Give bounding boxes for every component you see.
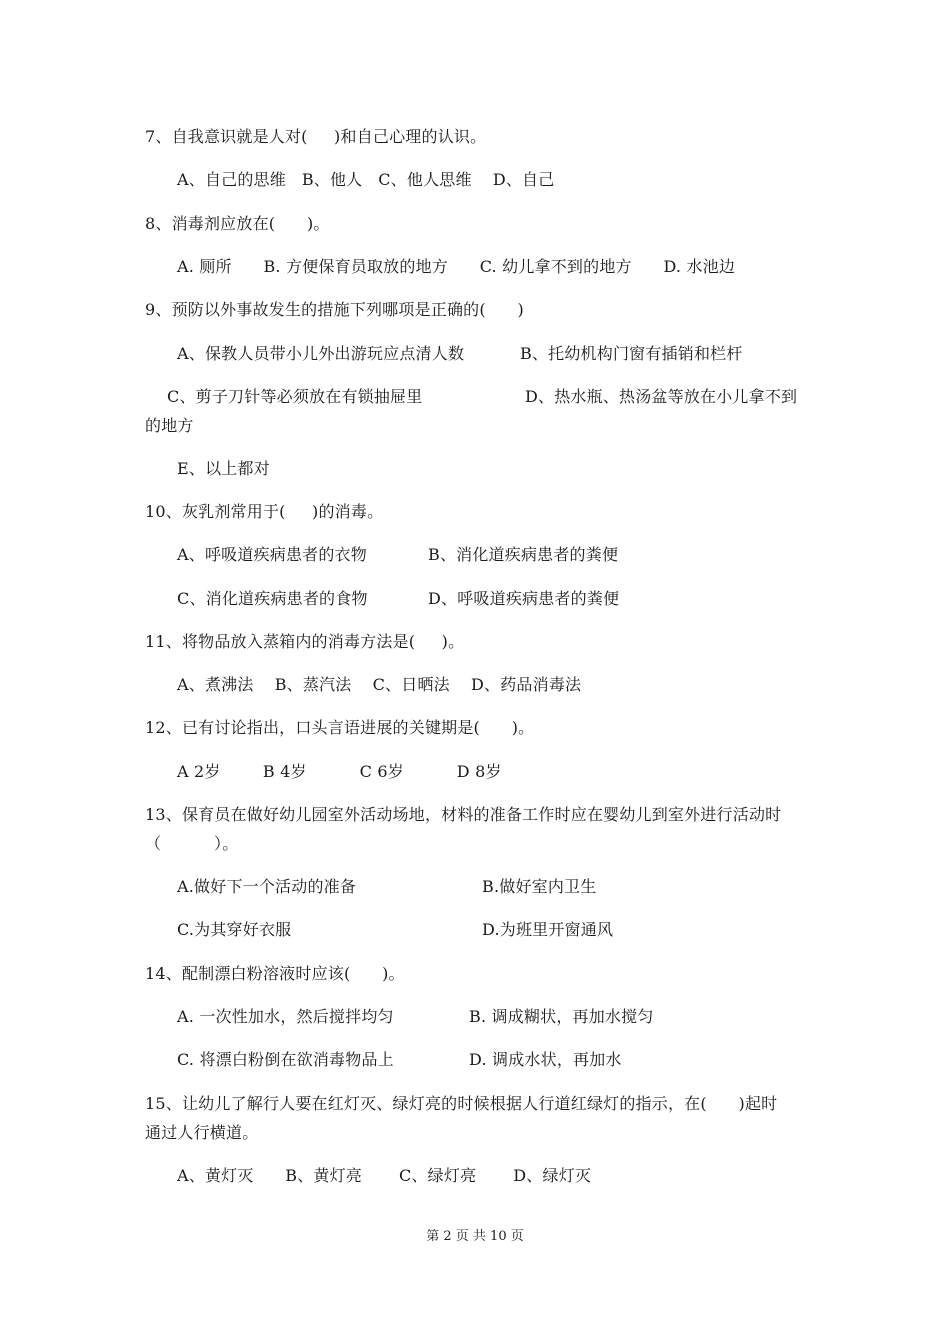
question-12-stem: 12、已有讨论指出，口头言语进展的关键期是( )。 <box>145 718 535 737</box>
question-8-options: A. 厕所 B. 方便保育员取放的地方 C. 幼儿拿不到的地方 D. 水池边 <box>177 257 736 276</box>
question-13-option-c: C.为其穿好衣服 <box>177 920 292 939</box>
question-9-option-c: C、剪子刀针等必须放在有锁抽屉里 <box>167 387 423 406</box>
question-15-stem-continued: 通过人行横道。 <box>145 1123 259 1142</box>
question-9-option-b: B、托幼机构门窗有插销和栏杆 <box>520 344 743 363</box>
question-7-options: A、自己的思维 B、他人 C、他人思维 D、自己 <box>177 170 555 189</box>
question-10-option-c: C、消化道疾病患者的食物 <box>177 589 368 608</box>
question-13-option-b: B.做好室内卫生 <box>482 877 597 896</box>
question-11-stem: 11、将物品放入蒸箱内的消毒方法是( )。 <box>145 632 465 651</box>
question-9-option-d: D、热水瓶、热汤盆等放在小儿拿不到 <box>525 387 798 406</box>
question-14-option-a: A. 一次性加水，然后搅拌均匀 <box>177 1007 394 1026</box>
question-13-option-a: A.做好下一个活动的准备 <box>177 877 357 896</box>
question-14-option-c: C. 将漂白粉倒在欲消毒物品上 <box>177 1050 394 1069</box>
question-10-option-a: A、呼吸道疾病患者的衣物 <box>177 545 367 564</box>
question-13-stem-continued: （ ）。 <box>145 834 239 853</box>
question-10-option-b: B、消化道疾病患者的粪便 <box>428 545 619 564</box>
question-13-option-d: D.为班里开窗通风 <box>482 920 614 939</box>
question-9-stem: 9、预防以外事故发生的措施下列哪项是正确的( ) <box>145 300 524 319</box>
question-8-stem: 8、消毒剂应放在( )。 <box>145 214 330 233</box>
question-9-option-d-continued: 的地方 <box>145 416 194 435</box>
question-14-stem: 14、配制漂白粉溶液时应该( )。 <box>145 964 405 983</box>
question-7-stem: 7、自我意识就是人对( )和自己心理的认识。 <box>145 127 487 146</box>
question-14-option-d: D. 调成水状，再加水 <box>469 1050 622 1069</box>
question-9-option-a: A、保教人员带小儿外出游玩应点清人数 <box>177 344 465 363</box>
question-14-option-b: B. 调成糊状，再加水搅匀 <box>469 1007 654 1026</box>
question-9-option-e: E、以上都对 <box>177 459 270 478</box>
question-10-stem: 10、灰乳剂常用于( )的消毒。 <box>145 502 384 521</box>
question-15-options: A、黄灯灭 B、黄灯亮 C、绿灯亮 D、绿灯灭 <box>177 1166 592 1185</box>
question-13-stem: 13、保育员在做好幼儿园室外活动场地，材料的准备工作时应在婴幼儿到室外进行活动时 <box>145 805 782 824</box>
question-11-options: A、煮沸法 B、蒸汽法 C、日晒法 D、药品消毒法 <box>177 675 582 694</box>
question-15-stem: 15、让幼儿了解行人要在红灯灭、绿灯亮的时候根据人行道红绿灯的指示，在( )起时 <box>145 1094 778 1113</box>
question-12-options: A 2岁 B 4岁 C 6岁 D 8岁 <box>177 762 502 781</box>
question-10-option-d: D、呼吸道疾病患者的粪便 <box>428 589 620 608</box>
page-number-footer: 第 2 页 共 10 页 <box>426 1229 524 1244</box>
